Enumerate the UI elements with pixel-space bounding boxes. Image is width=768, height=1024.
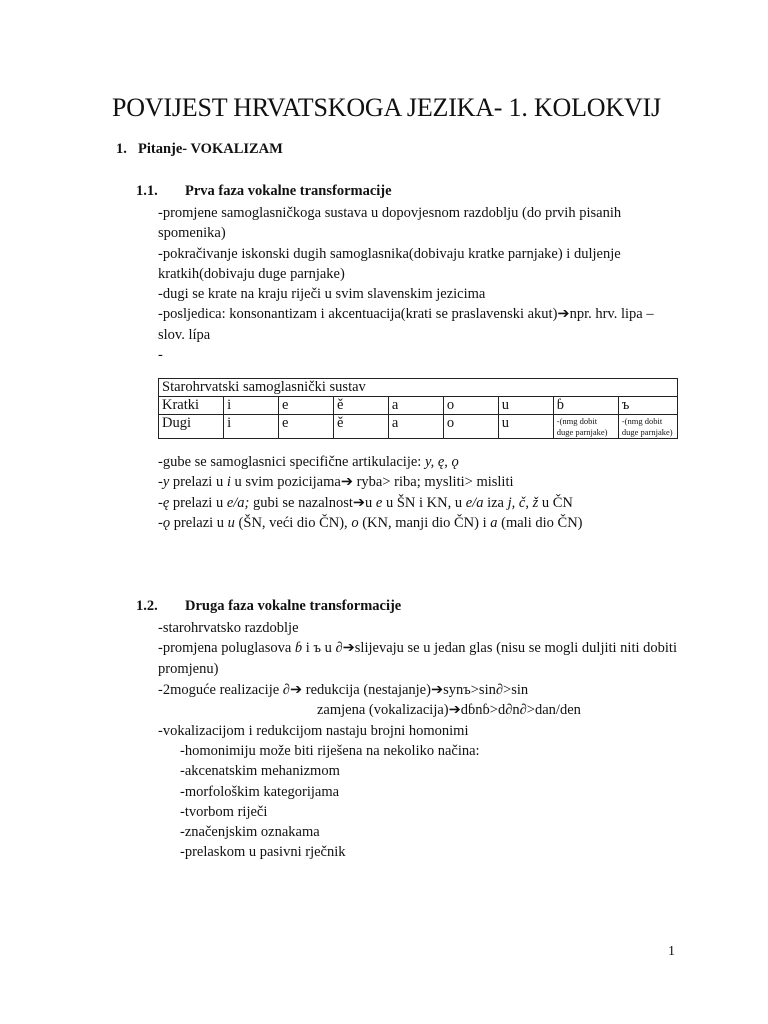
table-cell: ɓ [553,397,618,415]
table-cell: a [388,415,443,439]
table-row [159,415,678,439]
table-cell: a [388,397,443,415]
text-line: -promjena poluglasova ɓ i ъ u ∂➔slijevaju se u jedan glas (nisu se mogli duljiti niti dobiti promjenu) [158,640,677,677]
text-line: -y prelazi u i u svim pozicijama➔ ryba> riba; mysliti> misliti [158,474,514,491]
list-item: -prelaskom u pasivni rječnik [180,844,346,861]
arrow-icon: ➔ [557,306,570,323]
table-cell: e [279,397,334,415]
section-number: 1.1. [136,183,158,199]
table-cell: Dugi [159,415,224,439]
arrow-icon: ➔ [448,702,461,719]
page-number: 1 [668,944,675,959]
vowel-changes [158,452,684,533]
homonymy-list [158,741,684,863]
table-caption: Starohrvatski samoglasnički sustav [159,379,678,397]
vowel-system-table [158,378,678,439]
text-line: -vokalizacijom i redukcijom nastaju brojni homonimi [158,722,469,739]
table-cell: i [224,397,279,415]
section-1-1-body [158,203,684,365]
arrow-icon: ➔ [430,682,444,698]
text-line: -pokračivanje iskonski dugih samoglasnika(dobivaju kratke parnjake) i duljenje kratkih(dobivaju duge parnjake) [158,245,621,282]
table-cell: u [498,415,553,439]
text-line: -starohrvatsko razdoblje [158,620,299,636]
question-number: 1. [116,141,127,157]
list-item: -morfološkim kategorijama [180,783,340,800]
section-1-2-heading [136,597,401,615]
table-cell: Kratki [159,397,224,415]
list-item: -značenjskim oznakama [180,824,320,841]
table-caption-row [159,379,678,397]
text-line: -promjene samoglasničkoga sustava u dopovjesnom razdoblju (do prvih pisanih spomenika) [158,205,622,242]
table-cell: i [224,415,279,439]
list-item: -homonimiju može biti riješena na nekoliko načina: [180,743,480,759]
section-title: Druga faza vokalne transformacije [185,598,402,614]
table-cell: o [443,397,498,415]
question-label: Pitanje- VOKALIZAM [138,141,283,157]
question-heading [116,140,283,158]
text-line: -gube se samoglasnici specifične artikulacije: y, ę, ǫ [158,454,459,470]
table-cell: ě [333,397,388,415]
table-cell-note: -(nmg dobit duge parnjake) [618,415,677,439]
table-row [159,397,678,415]
realizations-block [158,680,581,741]
section-1-2-body [158,618,684,679]
table-cell-note: -(nmg dobit duge parnjake) [553,415,618,439]
table-cell: ъ [618,397,677,415]
page-title: POVIJEST HRVATSKOGA JEZIKA- 1. KOLOKVIJ [112,93,661,122]
arrow-icon: ➔ [352,494,366,511]
arrow-icon: ➔ [289,682,303,698]
arrow-icon: ➔ [340,474,353,491]
table-cell: ě [333,415,388,439]
text-line: -ǫ prelazi u u (ŠN, veći dio ČN), o (KN, manji dio ČN) i a (mali dio ČN) [158,514,583,531]
table-cell: e [279,415,334,439]
list-item: -akcenatskim mehanizmom [180,763,340,780]
text-line: -ę prelazi u e/a; gubi se nazalnost➔u e u ŠN i KN, u e/a iza j, č, ž u ČN [158,494,573,511]
table-cell: u [498,397,553,415]
list-item: -tvorbom riječi [180,803,268,820]
text-line: -2moguće realizacije ∂➔ redukcija (nestajanje)➔synъ>sin∂>sin [158,682,529,698]
arrow-icon: ➔ [342,640,355,657]
table-cell: o [443,415,498,439]
text-line: zamjena (vokalizacija)➔dɓnɓ>d∂n∂>dan/den [317,702,581,719]
section-title: Prva faza vokalne transformacije [185,183,392,199]
section-number: 1.2. [136,598,158,614]
section-1-1-heading [136,182,392,200]
text-line: - [158,347,163,364]
text-line: -dugi se krate na kraju riječi u svim slavenskim jezicima [158,286,486,303]
text-line: -posljedica: konsonantizam i akcentuacija(krati se praslavenski akut)➔npr. hrv. lipa – slov. lípa [158,306,654,343]
